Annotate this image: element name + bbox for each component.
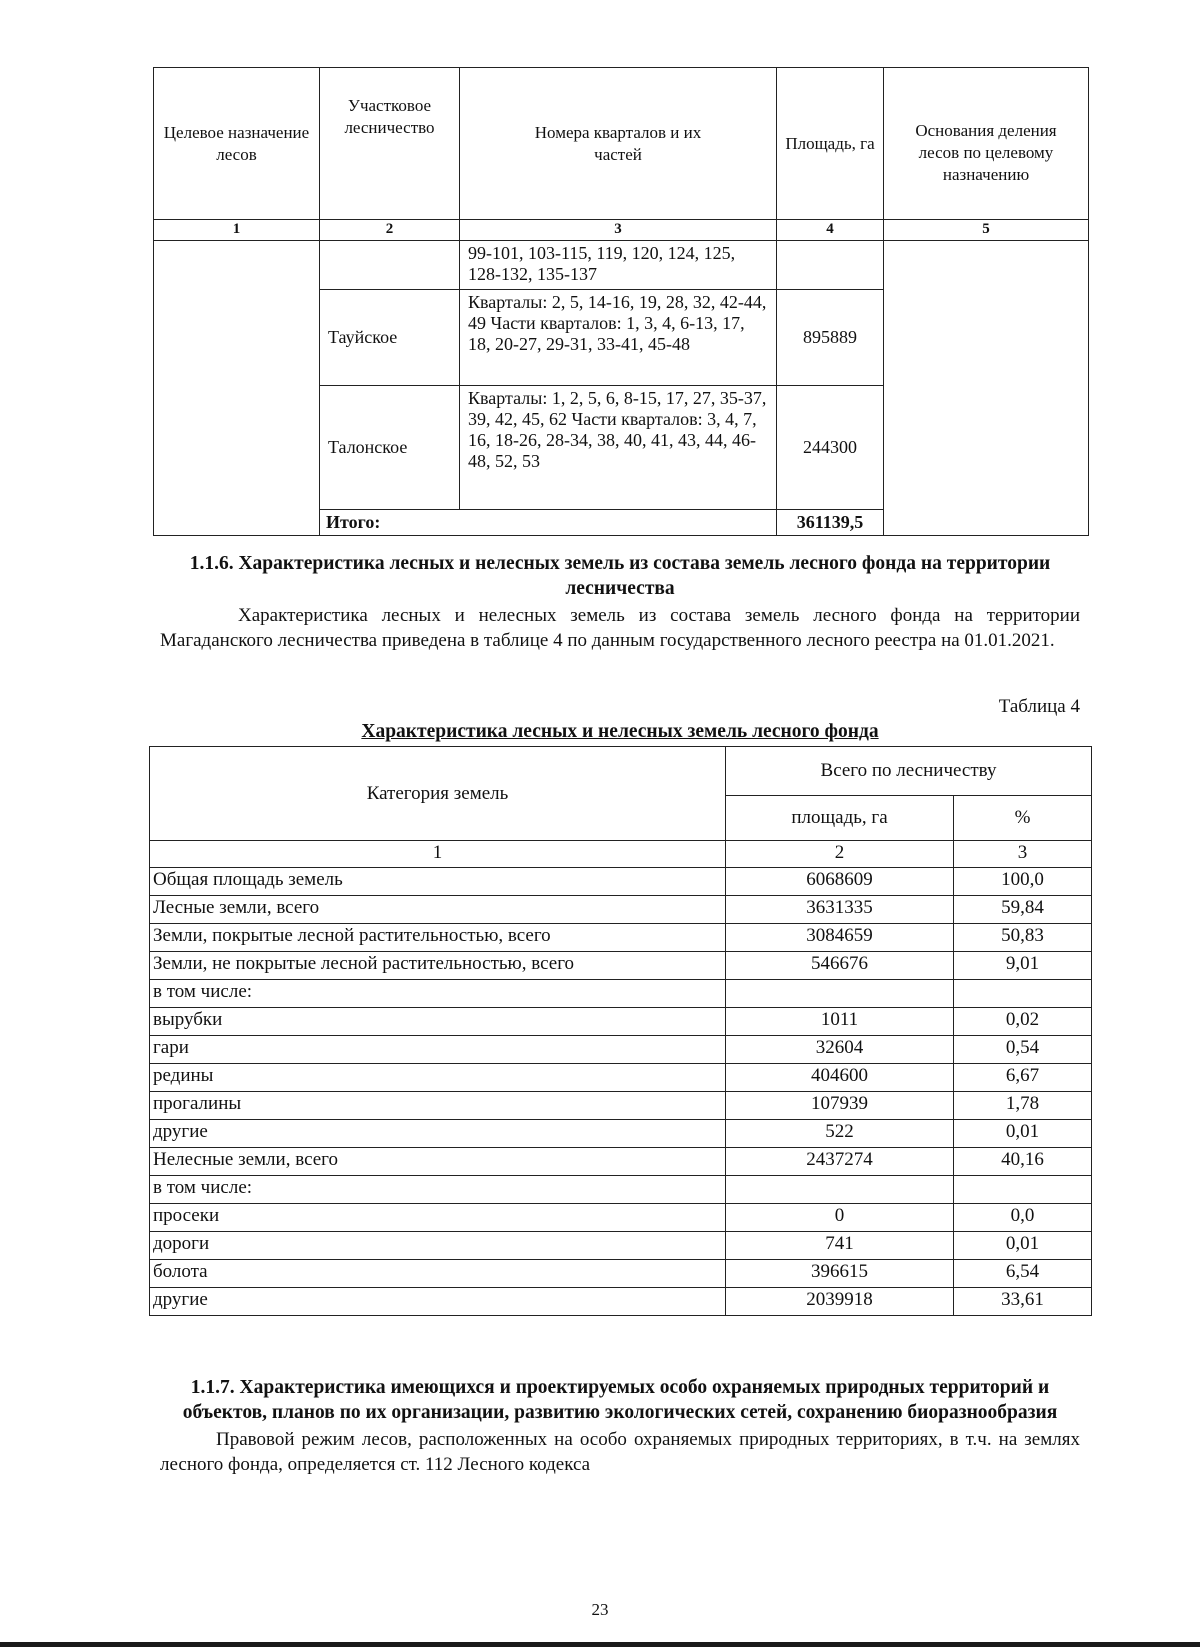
col-number: 4 bbox=[777, 220, 884, 241]
col-number: 3 bbox=[460, 220, 777, 241]
col-number: 1 bbox=[154, 220, 320, 241]
table-header-row bbox=[154, 68, 1089, 220]
header-quarters: Номера кварталов и их частей bbox=[460, 68, 777, 220]
total-label: Итого: bbox=[320, 510, 777, 536]
page-bottom-rule bbox=[0, 1642, 1200, 1647]
percent-cell: 100,0 bbox=[954, 868, 1092, 896]
area-cell: 0 bbox=[726, 1204, 954, 1232]
area-cell: 32604 bbox=[726, 1036, 954, 1064]
table-row bbox=[150, 924, 1092, 952]
category-cell: просеки bbox=[150, 1204, 726, 1232]
percent-cell: 59,84 bbox=[954, 896, 1092, 924]
table-body bbox=[150, 868, 1092, 1316]
area-cell bbox=[726, 1176, 954, 1204]
district-cell: Тауйское bbox=[320, 290, 460, 386]
category-cell: другие bbox=[150, 1288, 726, 1316]
category-cell: другие bbox=[150, 1120, 726, 1148]
area-cell: 107939 bbox=[726, 1092, 954, 1120]
category-cell: дороги bbox=[150, 1232, 726, 1260]
category-cell: Земли, покрытые лесной растительностью, всего bbox=[150, 924, 726, 952]
table-row bbox=[150, 1064, 1092, 1092]
area-cell: 6068609 bbox=[726, 868, 954, 896]
table-title: Характеристика лесных и нелесных земель лесного фонда bbox=[361, 721, 879, 742]
section-117-heading: 1.1.7. Характеристика имеющихся и проектируемых особо охраняемых природных территорий и объектов, планов по их организации, развитию экологических сетей, сохранению биоразнообразия bbox=[182, 1377, 1058, 1423]
section-116-paragraph: Характеристика лесных и нелесных земель из состава земель лесного фонда на территории Магаданского лесничества приведена в таблице 4 по данным государственного лесного реестра на 01.01.2021. bbox=[160, 605, 1080, 651]
header-area: Площадь, га bbox=[777, 68, 884, 220]
percent-cell bbox=[954, 1176, 1092, 1204]
page-number: 23 bbox=[591, 1600, 609, 1619]
category-cell: редины bbox=[150, 1064, 726, 1092]
category-cell: прогалины bbox=[150, 1092, 726, 1120]
category-cell: Общая площадь земель bbox=[150, 868, 726, 896]
land-categories-table bbox=[149, 746, 1092, 1316]
category-cell: гари bbox=[150, 1036, 726, 1064]
area-cell: 522 bbox=[726, 1120, 954, 1148]
section-117 bbox=[160, 1375, 1080, 1477]
table-header-row bbox=[150, 747, 1092, 796]
percent-cell: 1,78 bbox=[954, 1092, 1092, 1120]
category-cell: вырубки bbox=[150, 1008, 726, 1036]
category-cell: в том числе: bbox=[150, 1176, 726, 1204]
quarters-cell: 99-101, 103-115, 119, 120, 124, 125, 128-132, 135-137 bbox=[460, 241, 777, 290]
area-cell: 3631335 bbox=[726, 896, 954, 924]
purpose-cell bbox=[154, 241, 320, 536]
table-row bbox=[150, 1092, 1092, 1120]
table-row bbox=[150, 868, 1092, 896]
category-cell: Земли, не покрытые лесной растительностью, всего bbox=[150, 952, 726, 980]
area-cell bbox=[726, 980, 954, 1008]
quarters-cell: Кварталы: 2, 5, 14-16, 19, 28, 32, 42-44, 49 Части кварталов: 1, 3, 4, 6-13, 17, 18, 20-27, 29-31, 33-41, 45-48 bbox=[460, 290, 777, 386]
header-purpose: Целевое назначение лесов bbox=[154, 68, 320, 220]
table-row bbox=[150, 952, 1092, 980]
table-row bbox=[150, 1120, 1092, 1148]
percent-cell: 9,01 bbox=[954, 952, 1092, 980]
area-cell: 404600 bbox=[726, 1064, 954, 1092]
header-total: Всего по лесничеству bbox=[726, 747, 1092, 796]
district-cell bbox=[320, 241, 460, 290]
category-cell: Нелесные земли, всего bbox=[150, 1148, 726, 1176]
percent-cell: 6,67 bbox=[954, 1064, 1092, 1092]
area-cell: 2039918 bbox=[726, 1288, 954, 1316]
header-district: Участковое лесничество bbox=[320, 68, 460, 220]
area-cell: 244300 bbox=[777, 386, 884, 510]
table-row bbox=[150, 1036, 1092, 1064]
percent-cell: 0,01 bbox=[954, 1120, 1092, 1148]
table-row bbox=[150, 980, 1092, 1008]
area-cell: 1011 bbox=[726, 1008, 954, 1036]
header-area: площадь, га bbox=[726, 796, 954, 841]
area-cell: 2437274 bbox=[726, 1148, 954, 1176]
area-cell: 396615 bbox=[726, 1260, 954, 1288]
category-cell: болота bbox=[150, 1260, 726, 1288]
percent-cell: 50,83 bbox=[954, 924, 1092, 952]
district-cell: Талонское bbox=[320, 386, 460, 510]
col-number: 2 bbox=[726, 841, 954, 868]
col-number: 3 bbox=[954, 841, 1092, 868]
section-117-paragraph: Правовой режим лесов, расположенных на особо охраняемых природных территориях, в т.ч. на землях лесного фонда, определяется ст. 112 Лесного кодекса bbox=[160, 1429, 1080, 1475]
table-row bbox=[150, 1176, 1092, 1204]
table-row bbox=[150, 896, 1092, 924]
quarters-cell: Кварталы: 1, 2, 5, 6, 8-15, 17, 27, 35-37, 39, 42, 45, 62 Части кварталов: 3, 4, 7, 16, 18-26, 28-34, 38, 40, 41, 43, 44, 46-48, 52, 53 bbox=[460, 386, 777, 510]
table-row bbox=[150, 1232, 1092, 1260]
table-row bbox=[154, 241, 1089, 290]
header-percent: % bbox=[954, 796, 1092, 841]
table-row bbox=[150, 1148, 1092, 1176]
area-cell: 895889 bbox=[777, 290, 884, 386]
percent-cell: 0,0 bbox=[954, 1204, 1092, 1232]
section-116-heading: 1.1.6. Характеристика лесных и нелесных земель из состава земель лесного фонда на территории лесничества bbox=[189, 553, 1051, 599]
basis-cell bbox=[884, 241, 1089, 536]
percent-cell: 0,01 bbox=[954, 1232, 1092, 1260]
header-basis: Основания деления лесов по целевому назначению bbox=[884, 68, 1089, 220]
area-cell bbox=[777, 241, 884, 290]
percent-cell: 0,54 bbox=[954, 1036, 1092, 1064]
table-row bbox=[150, 1260, 1092, 1288]
percent-cell: 6,54 bbox=[954, 1260, 1092, 1288]
percent-cell: 40,16 bbox=[954, 1148, 1092, 1176]
percent-cell: 33,61 bbox=[954, 1288, 1092, 1316]
forest-purpose-table bbox=[153, 67, 1089, 536]
table-row bbox=[150, 1204, 1092, 1232]
total-area: 361139,5 bbox=[777, 510, 884, 536]
category-cell: Лесные земли, всего bbox=[150, 896, 726, 924]
col-number: 1 bbox=[150, 841, 726, 868]
percent-cell: 0,02 bbox=[954, 1008, 1092, 1036]
table-row bbox=[150, 1288, 1092, 1316]
area-cell: 741 bbox=[726, 1232, 954, 1260]
col-number: 5 bbox=[884, 220, 1089, 241]
section-116 bbox=[160, 551, 1080, 653]
table-row bbox=[150, 1008, 1092, 1036]
category-cell: в том числе: bbox=[150, 980, 726, 1008]
area-cell: 546676 bbox=[726, 952, 954, 980]
header-category: Категория земель bbox=[150, 747, 726, 841]
column-numbers-row bbox=[154, 220, 1089, 241]
table-label: Таблица 4 bbox=[998, 696, 1080, 717]
area-cell: 3084659 bbox=[726, 924, 954, 952]
col-number: 2 bbox=[320, 220, 460, 241]
column-numbers-row bbox=[150, 841, 1092, 868]
percent-cell bbox=[954, 980, 1092, 1008]
